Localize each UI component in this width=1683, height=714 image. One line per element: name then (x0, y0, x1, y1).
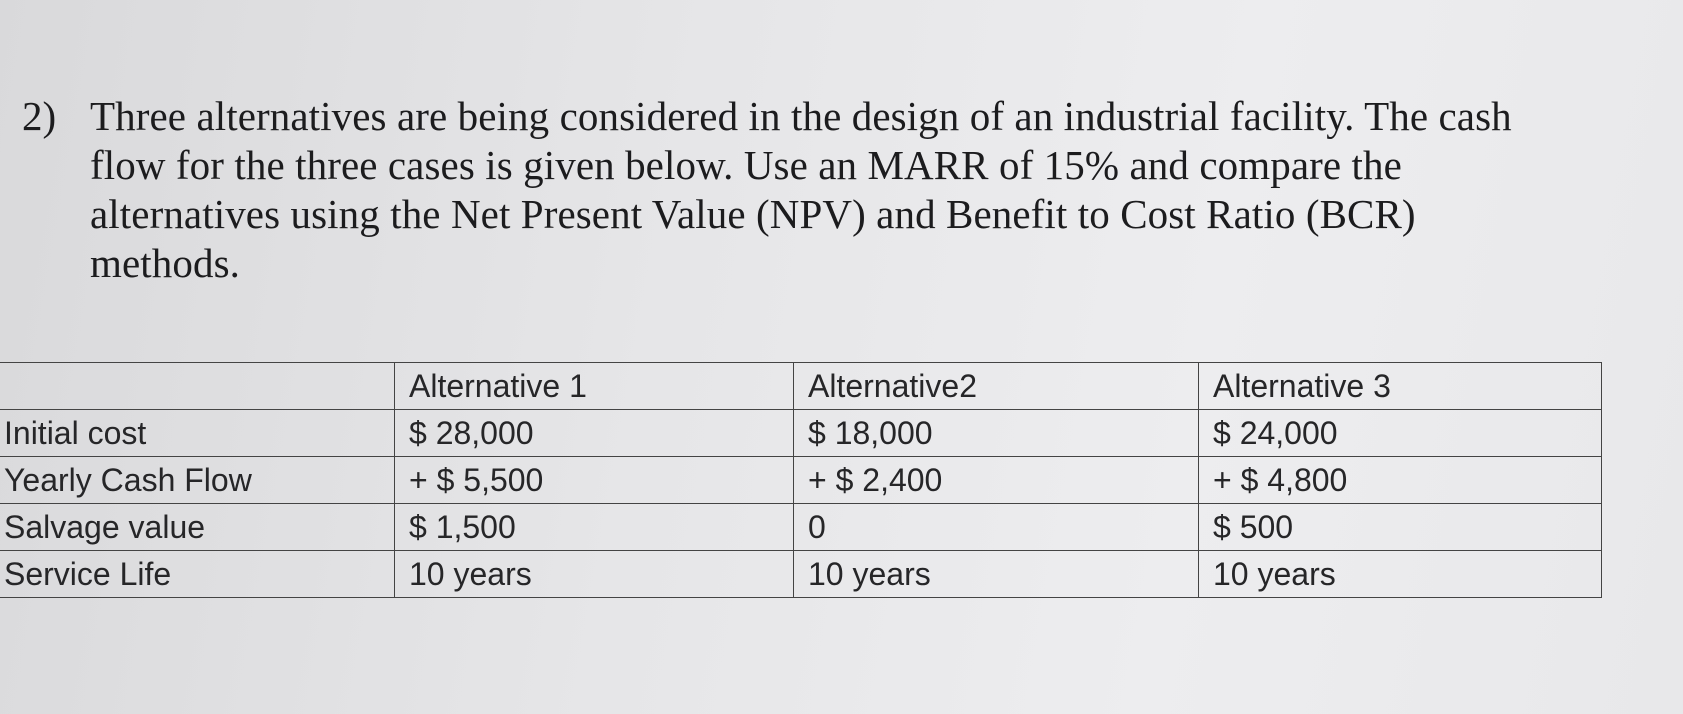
cash-flow-table (0, 362, 1602, 598)
table-cell: $ 24,000 (1199, 410, 1602, 457)
table-cell: $ 500 (1199, 504, 1602, 551)
table-row (0, 551, 1602, 598)
question-block (22, 92, 1622, 288)
table-cell: + $ 2,400 (794, 457, 1199, 504)
table-row (0, 457, 1602, 504)
table-cell: 10 years (794, 551, 1199, 598)
table-row (0, 410, 1602, 457)
row-label-service-life: Service Life (0, 551, 395, 598)
question-line: Three alternatives are being considered in the design of an industrial facility. The cash (90, 93, 1512, 139)
table-cell: + $ 5,500 (395, 457, 794, 504)
row-label-initial-cost: Initial cost (0, 410, 395, 457)
header-alternative-3: Alternative 3 (1199, 363, 1602, 410)
table-cell: $ 28,000 (395, 410, 794, 457)
table-header-row (0, 363, 1602, 410)
row-label-yearly-cash-flow: Yearly Cash Flow (0, 457, 395, 504)
table-cell: $ 1,500 (395, 504, 794, 551)
header-alternative-2: Alternative2 (794, 363, 1199, 410)
row-label-salvage-value: Salvage value (0, 504, 395, 551)
question-line: methods. (90, 240, 240, 286)
table-cell: 10 years (395, 551, 794, 598)
question-line: flow for the three cases is given below. Use an MARR of 15% and compare the (90, 142, 1402, 188)
question-text (90, 92, 1610, 288)
question-number: 2) (22, 93, 57, 139)
table-corner-cell (0, 363, 395, 410)
table-cell: + $ 4,800 (1199, 457, 1602, 504)
table-cell: $ 18,000 (794, 410, 1199, 457)
table-row (0, 504, 1602, 551)
table-cell: 10 years (1199, 551, 1602, 598)
question-line: alternatives using the Net Present Value (NPV) and Benefit to Cost Ratio (BCR) (90, 191, 1416, 237)
header-alternative-1: Alternative 1 (395, 363, 794, 410)
table-cell: 0 (794, 504, 1199, 551)
